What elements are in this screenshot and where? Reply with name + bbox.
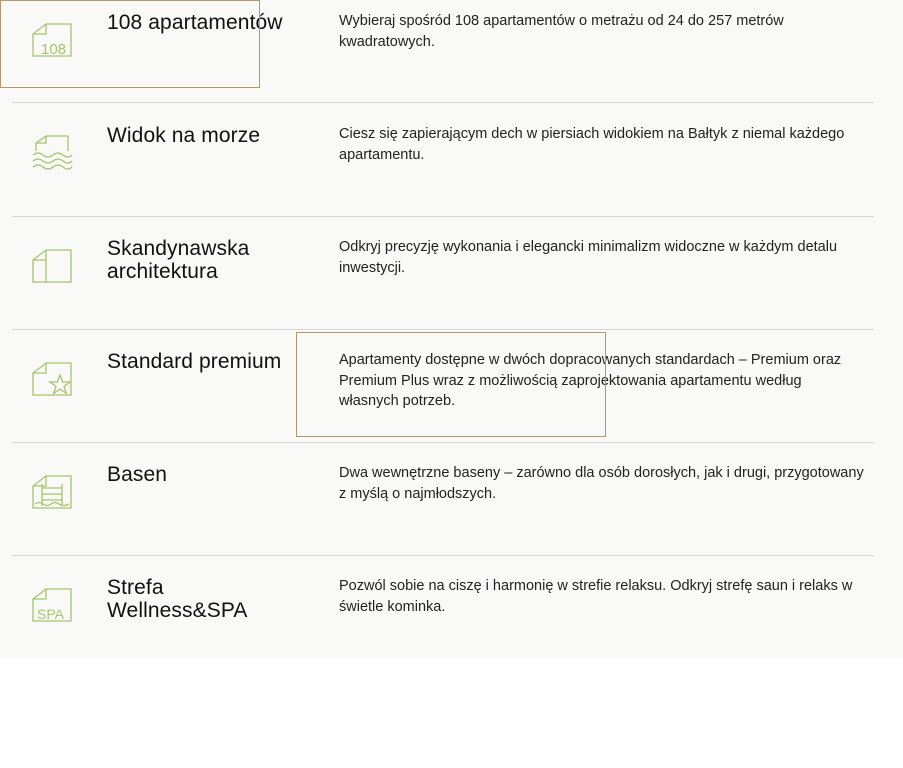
feature-description: Odkryj precyzję wykonania i elegancki minimalizm widoczne w każdym detalu inwestycji. (339, 239, 838, 276)
divider (12, 102, 874, 103)
feature-title: Skandynawska architektura (107, 237, 250, 283)
feature-description: Apartamenty dostępne w dwóch dopracowanych standardach – Premium oraz Premium Plus wraz z możliwością zaprojektowania apartamentu według własnych potrzeb. (339, 352, 842, 409)
feature-premium (0, 339, 903, 452)
apartment-108-icon (30, 20, 74, 60)
svg-text:108: 108 (41, 41, 67, 58)
feature-title: Standard premium (107, 350, 282, 373)
feature-description: Wybieraj spośród 108 apartamentów o metrażu od 24 do 257 metrów kwadratowych. (339, 13, 784, 50)
divider (12, 442, 874, 443)
spa-icon (30, 585, 74, 625)
feature-description: Ciesz się zapierającym dech w piersiach widokiem na Bałtyk z niemal każdego apartamentu. (339, 126, 845, 163)
feature-description: Pozwól sobie na ciszę i harmonię w strefie relaksu. Odkryj strefę saun i relaks w świetle kominka. (339, 578, 853, 615)
feature-wellness-spa (0, 565, 903, 678)
svg-text:SPA: SPA (37, 606, 64, 622)
divider (12, 329, 874, 330)
feature-title: Strefa Wellness&SPA (107, 576, 248, 622)
feature-architecture (0, 226, 903, 339)
feature-apartments (0, 0, 903, 113)
feature-title: Basen (107, 463, 168, 486)
feature-sea-view (0, 113, 903, 226)
pool-icon (30, 472, 74, 512)
feature-title: Widok na morze (107, 124, 261, 147)
house-outline-icon (30, 246, 74, 286)
house-star-icon (30, 359, 74, 399)
divider (12, 555, 874, 556)
divider (12, 216, 874, 217)
feature-description: Dwa wewnętrzne baseny – zarówno dla osób dorosłych, jak i drugi, przygotowany z myślą o najmłodszych. (339, 465, 864, 502)
feature-pool (0, 452, 903, 565)
sea-view-icon (30, 133, 74, 173)
feature-title: 108 apartamentów (107, 11, 283, 34)
